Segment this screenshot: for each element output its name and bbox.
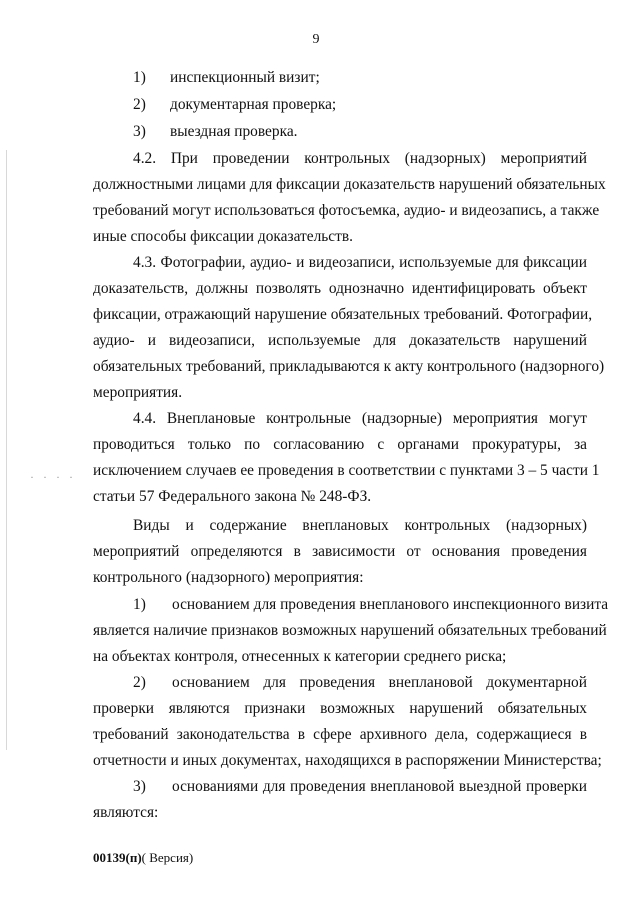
paragraph-4-2-line: иные способы фиксации доказательств. — [93, 228, 353, 245]
paragraph-4-3-line: доказательств, должны позволять однозначно идентифицировать объект — [93, 280, 587, 297]
scan-dots: · · · · — [30, 470, 76, 484]
paragraph-4-2-line: должностными лицами для фиксации доказательств нарушений обязательных — [93, 176, 606, 193]
item-2-line: требований законодательства в сфере архивного дела, содержащиеся в — [93, 726, 587, 743]
document-version-label: ( Версия) — [141, 850, 194, 865]
list-item-text: инспекционный визит; — [170, 69, 320, 86]
list-item-text: выездная проверка. — [170, 123, 298, 140]
item-3-line: основаниями для проведения внеплановой выездной проверки — [172, 778, 587, 795]
paragraph-4-3-line: мероприятия. — [93, 384, 183, 401]
paragraph-4-3-line: аудио- и видеозаписи, используемые для доказательств нарушений — [93, 332, 587, 349]
list-item-number: 1) — [133, 69, 146, 86]
paragraph-types-line: контрольного (надзорного) мероприятия: — [93, 569, 364, 586]
paragraph-4-3-line: 4.3. Фотографии, аудио- и видеозаписи, используемые для фиксации — [133, 254, 587, 271]
list-item-number: 3) — [133, 123, 146, 140]
paragraph-4-2-line: 4.2. При проведении контрольных (надзорных) мероприятий — [133, 150, 587, 167]
paragraph-types-line: Виды и содержание внеплановых контрольных (надзорных) — [133, 517, 587, 534]
list-item-number: 2) — [133, 674, 146, 691]
item-3-line: являются: — [93, 804, 159, 821]
item-2-line: проверки являются признаки возможных нарушений обязательных — [93, 700, 587, 717]
document-code: 00139(п) — [93, 850, 142, 865]
scan-margin-line — [6, 150, 7, 750]
paragraph-4-4-line: статьи 57 Федерального закона № 248-ФЗ. — [93, 488, 372, 505]
list-item-number: 1) — [133, 596, 146, 613]
document-footer — [93, 850, 193, 866]
paragraph-4-2-line: требований могут использоваться фотосъемка, аудио- и видеозапись, а также — [93, 202, 600, 219]
item-1-line: основанием для проведения внепланового инспекционного визита — [172, 596, 609, 613]
paragraph-4-4-line: 4.4. Внеплановые контрольные (надзорные) мероприятия могут — [133, 410, 587, 427]
item-1-line: является наличие признаков возможных нарушений обязательных требований — [93, 622, 607, 639]
paragraph-4-4-line: исключением случаев ее проведения в соответствии с пунктами 3 – 5 части 1 — [93, 462, 600, 479]
list-item-text: документарная проверка; — [170, 96, 337, 113]
item-2-line: отчетности и иных документах, находящихся в распоряжении Министерства; — [93, 752, 602, 769]
paragraph-4-4-line: проводиться только по согласованию с органами прокуратуры, за — [93, 436, 587, 453]
item-1-line: на объектах контроля, отнесенных к категории среднего риска; — [93, 648, 507, 665]
paragraph-4-3-line: фиксации, отражающий нарушение обязательных требований. Фотографии, — [93, 306, 593, 323]
list-item-number: 3) — [133, 778, 146, 795]
paragraph-types-line: мероприятий определяются в зависимости от основания проведения — [93, 543, 587, 560]
item-2-line: основанием для проведения внеплановой документарной — [172, 674, 587, 691]
page-number: 9 — [312, 32, 320, 47]
list-item-number: 2) — [133, 96, 146, 113]
paragraph-4-3-line: обязательных требований, прикладываются к акту контрольного (надзорного) — [93, 358, 605, 375]
